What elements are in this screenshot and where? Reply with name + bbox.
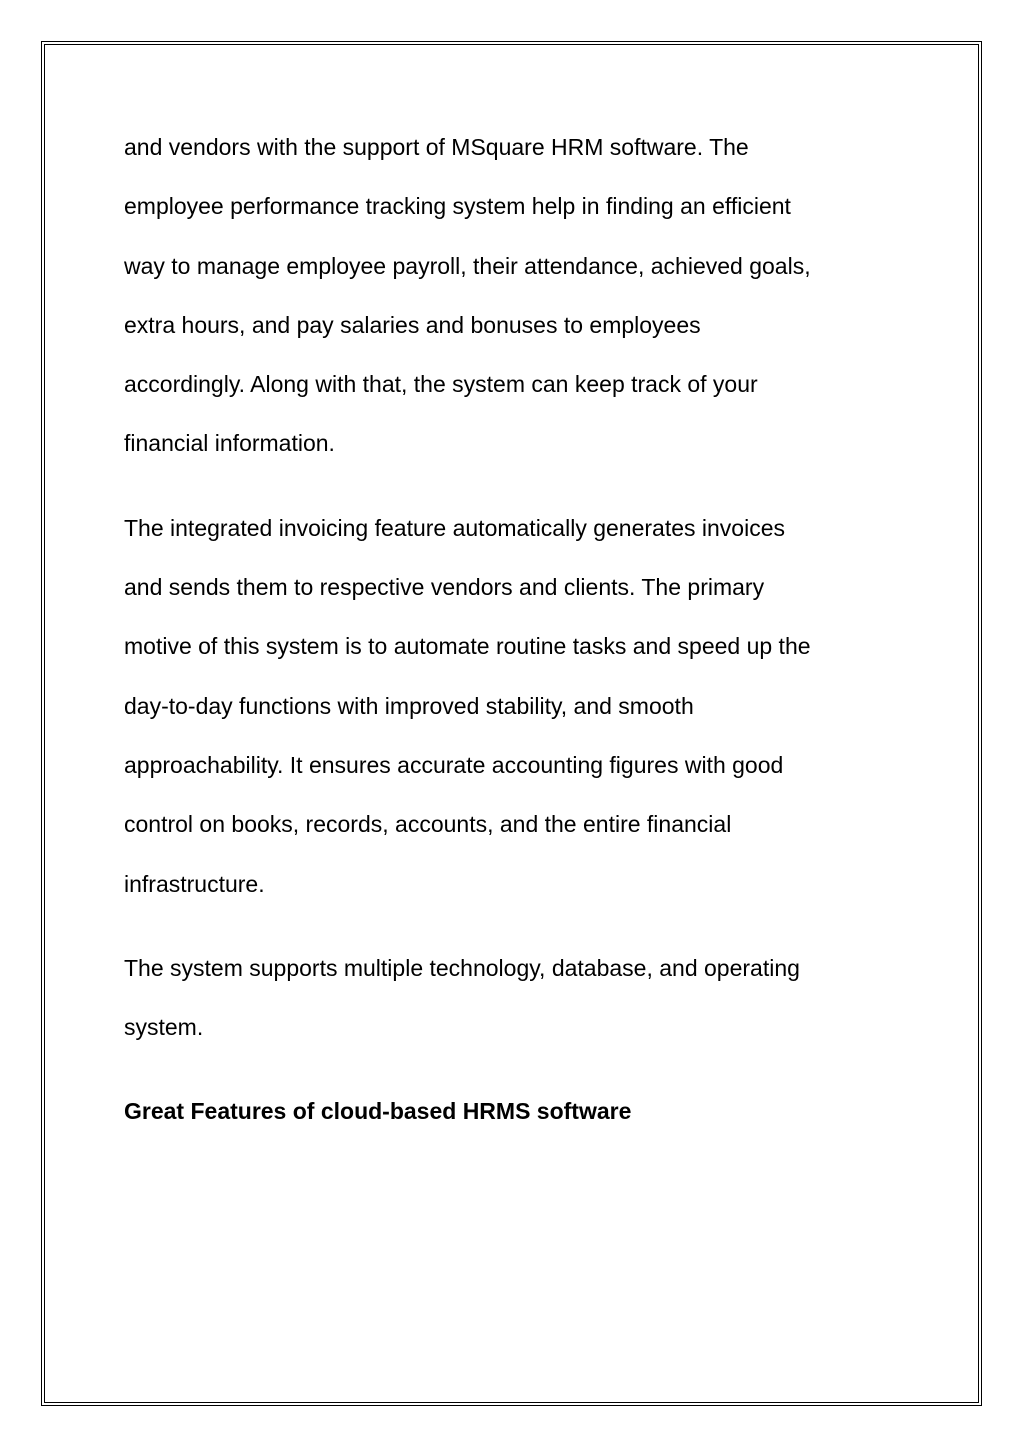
paragraph-1 xyxy=(124,118,914,474)
paragraph-line: financial information. xyxy=(124,430,335,457)
paragraph-line: accordingly. Along with that, the system can keep track of your xyxy=(124,371,758,398)
paragraph-line: approachability. It ensures accurate accounting figures with good xyxy=(124,751,784,778)
paragraph-2 xyxy=(124,499,914,914)
paragraph-line: The system supports multiple technology, database, and operating xyxy=(124,954,800,981)
paragraph-line: extra hours, and pay salaries and bonuses to employees xyxy=(124,311,701,338)
paragraph-line: day-to-day functions with improved stability, and smooth xyxy=(124,692,694,719)
paragraph-line: employee performance tracking system help in finding an efficient xyxy=(124,193,791,220)
document-body xyxy=(124,118,914,1142)
paragraph-line: and sends them to respective vendors and clients. The primary xyxy=(124,574,765,601)
paragraph-line: and vendors with the support of MSquare HRM software. The xyxy=(124,134,749,160)
section-heading: Great Features of cloud-based HRMS software xyxy=(124,1098,632,1125)
paragraph-line: system. xyxy=(124,1014,204,1041)
paragraph-line: control on books, records, accounts, and the entire financial xyxy=(124,811,732,838)
paragraph-line: infrastructure. xyxy=(124,870,265,897)
paragraph-line: way to manage employee payroll, their attendance, achieved goals, xyxy=(124,252,811,279)
paragraph-line: The integrated invoicing feature automatically generates invoices xyxy=(124,514,785,541)
paragraph-3 xyxy=(124,939,914,1058)
paragraph-line: motive of this system is to automate routine tasks and speed up the xyxy=(124,633,811,660)
